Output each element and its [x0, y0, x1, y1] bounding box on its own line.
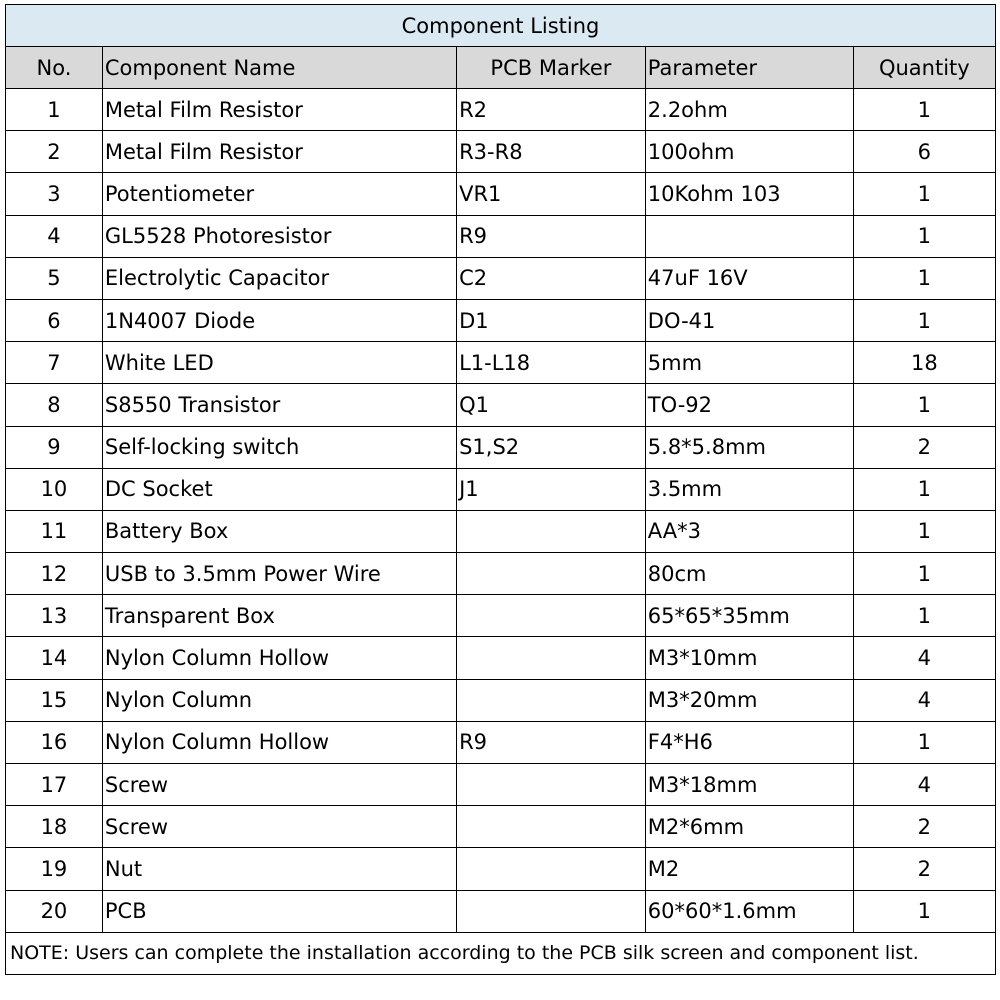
cell-name: S8550 Transistor [102, 384, 456, 426]
cell-quantity: 6 [853, 131, 995, 173]
cell-quantity: 1 [853, 215, 995, 257]
cell-no: 12 [6, 553, 103, 595]
table-row [6, 806, 996, 848]
cell-parameter: M3*20mm [645, 679, 853, 721]
cell-parameter: TO-92 [645, 384, 853, 426]
cell-no: 7 [6, 342, 103, 384]
cell-quantity: 1 [853, 553, 995, 595]
header-row [6, 47, 996, 89]
table-body [6, 89, 996, 975]
cell-name: Screw [102, 764, 456, 806]
cell-quantity: 18 [853, 342, 995, 384]
column-header-name: Component Name [102, 47, 456, 89]
cell-name: Nylon Column [102, 679, 456, 721]
cell-name: Screw [102, 806, 456, 848]
cell-parameter: M3*18mm [645, 764, 853, 806]
cell-no: 18 [6, 806, 103, 848]
cell-no: 5 [6, 257, 103, 299]
cell-parameter: F4*H6 [645, 721, 853, 763]
cell-parameter: 80cm [645, 553, 853, 595]
table-row [6, 637, 996, 679]
cell-name: Nut [102, 848, 456, 890]
cell-quantity: 2 [853, 806, 995, 848]
cell-parameter: 2.2ohm [645, 89, 853, 131]
cell-name: USB to 3.5mm Power Wire [102, 553, 456, 595]
cell-no: 6 [6, 299, 103, 341]
cell-no: 15 [6, 679, 103, 721]
cell-parameter [645, 215, 853, 257]
cell-no: 8 [6, 384, 103, 426]
cell-no: 1 [6, 89, 103, 131]
cell-parameter: AA*3 [645, 510, 853, 552]
cell-quantity: 1 [853, 890, 995, 932]
cell-marker: J1 [457, 468, 646, 510]
cell-marker: S1,S2 [457, 426, 646, 468]
table-row [6, 848, 996, 890]
cell-name: Battery Box [102, 510, 456, 552]
cell-marker [457, 637, 646, 679]
column-header-parameter: Parameter [645, 47, 853, 89]
cell-no: 9 [6, 426, 103, 468]
cell-no: 13 [6, 595, 103, 637]
table-row [6, 384, 996, 426]
cell-parameter: 3.5mm [645, 468, 853, 510]
cell-name: Potentiometer [102, 173, 456, 215]
component-listing [5, 4, 996, 975]
cell-quantity: 1 [853, 595, 995, 637]
cell-no: 16 [6, 721, 103, 763]
cell-quantity: 1 [853, 468, 995, 510]
table-row [6, 173, 996, 215]
table-row [6, 721, 996, 763]
cell-name: Metal Film Resistor [102, 131, 456, 173]
cell-quantity: 4 [853, 764, 995, 806]
table-row [6, 679, 996, 721]
cell-marker: R9 [457, 721, 646, 763]
cell-no: 14 [6, 637, 103, 679]
cell-marker [457, 806, 646, 848]
cell-parameter: 65*65*35mm [645, 595, 853, 637]
cell-marker [457, 679, 646, 721]
cell-no: 19 [6, 848, 103, 890]
cell-parameter: 5mm [645, 342, 853, 384]
cell-marker: R9 [457, 215, 646, 257]
cell-no: 3 [6, 173, 103, 215]
cell-quantity: 2 [853, 426, 995, 468]
cell-quantity: 1 [853, 721, 995, 763]
cell-name: Transparent Box [102, 595, 456, 637]
cell-marker [457, 510, 646, 552]
cell-marker: Q1 [457, 384, 646, 426]
cell-parameter: 10Kohm 103 [645, 173, 853, 215]
cell-marker [457, 595, 646, 637]
table-row [6, 257, 996, 299]
cell-quantity: 1 [853, 299, 995, 341]
cell-no: 4 [6, 215, 103, 257]
cell-marker: D1 [457, 299, 646, 341]
cell-marker: R3-R8 [457, 131, 646, 173]
cell-no: 2 [6, 131, 103, 173]
cell-marker: R2 [457, 89, 646, 131]
cell-no: 10 [6, 468, 103, 510]
cell-name: Nylon Column Hollow [102, 721, 456, 763]
cell-name: Electrolytic Capacitor [102, 257, 456, 299]
cell-parameter: 47uF 16V [645, 257, 853, 299]
cell-name: Metal Film Resistor [102, 89, 456, 131]
column-header-marker: PCB Marker [457, 47, 646, 89]
component-table [5, 4, 996, 975]
cell-marker [457, 764, 646, 806]
cell-name: Nylon Column Hollow [102, 637, 456, 679]
table-row [6, 468, 996, 510]
cell-quantity: 1 [853, 510, 995, 552]
cell-marker [457, 890, 646, 932]
cell-parameter: M2 [645, 848, 853, 890]
table-row [6, 426, 996, 468]
cell-parameter: 100ohm [645, 131, 853, 173]
cell-quantity: 2 [853, 848, 995, 890]
cell-name: DC Socket [102, 468, 456, 510]
cell-quantity: 1 [853, 89, 995, 131]
table-row [6, 890, 996, 932]
cell-name: PCB [102, 890, 456, 932]
cell-parameter: M3*10mm [645, 637, 853, 679]
cell-quantity: 1 [853, 257, 995, 299]
cell-name: 1N4007 Diode [102, 299, 456, 341]
cell-marker: C2 [457, 257, 646, 299]
cell-no: 11 [6, 510, 103, 552]
cell-no: 17 [6, 764, 103, 806]
table-title: Component Listing [6, 5, 996, 47]
title-row [6, 5, 996, 47]
cell-name: GL5528 Photoresistor [102, 215, 456, 257]
table-row [6, 131, 996, 173]
cell-parameter: 60*60*1.6mm [645, 890, 853, 932]
cell-marker [457, 553, 646, 595]
note-text: NOTE: Users can complete the installation according to the PCB silk screen and component list. [6, 932, 996, 974]
cell-parameter: 5.8*5.8mm [645, 426, 853, 468]
cell-marker: L1-L18 [457, 342, 646, 384]
cell-parameter: M2*6mm [645, 806, 853, 848]
table-row [6, 89, 996, 131]
table-row [6, 299, 996, 341]
table-row [6, 764, 996, 806]
cell-quantity: 1 [853, 384, 995, 426]
cell-quantity: 4 [853, 679, 995, 721]
cell-no: 20 [6, 890, 103, 932]
cell-name: Self-locking switch [102, 426, 456, 468]
note-row [6, 932, 996, 974]
table-row [6, 553, 996, 595]
cell-quantity: 4 [853, 637, 995, 679]
cell-quantity: 1 [853, 173, 995, 215]
cell-marker [457, 848, 646, 890]
table-row [6, 510, 996, 552]
column-header-quantity: Quantity [853, 47, 995, 89]
cell-name: White LED [102, 342, 456, 384]
cell-marker: VR1 [457, 173, 646, 215]
table-row [6, 342, 996, 384]
column-header-no: No. [6, 47, 103, 89]
table-row [6, 215, 996, 257]
cell-parameter: DO-41 [645, 299, 853, 341]
table-row [6, 595, 996, 637]
